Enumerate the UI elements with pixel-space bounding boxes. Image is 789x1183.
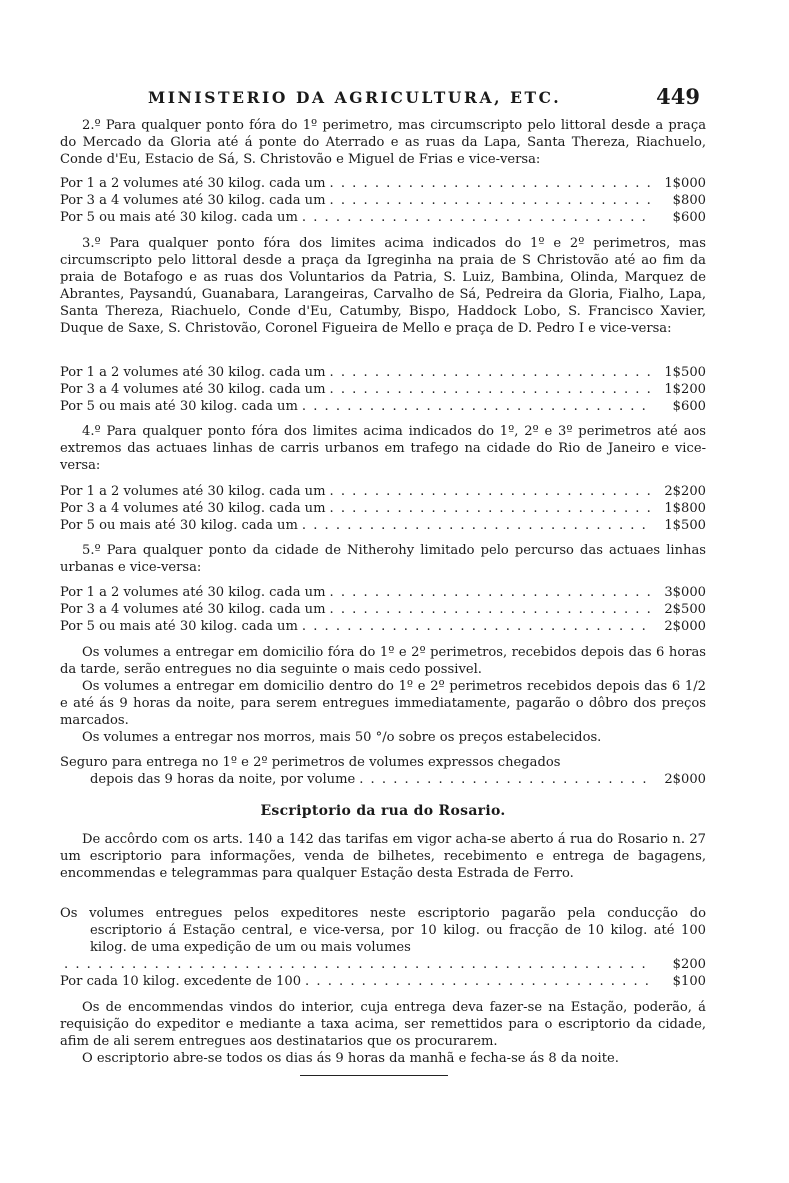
rate-price: 1$500	[664, 365, 706, 380]
section-3-rates	[60, 365, 706, 416]
rate-price: 3$000	[664, 585, 706, 600]
office-paragraph: O escriptorio abre-se todos os dias ás 9 horas da manhã e fecha-se ás 8 da noite.	[82, 1050, 619, 1066]
section-5	[60, 543, 706, 577]
rate-label: Por 3 a 4 volumes até 30 kilog. cada um	[60, 381, 326, 397]
rate-price: $600	[672, 209, 706, 225]
rate-row	[60, 382, 706, 399]
end-rule	[300, 1075, 448, 1076]
section-4-intro: 4.º Para qualquer ponto fóra dos limites acima indicados do 1º, 2º e 3º perimetros até aos extremos das actuaes linhas de carris urbanos em trafego na cidade do Rio de Janeiro e vice-versa:	[60, 424, 706, 473]
office-fee-price-row	[60, 957, 706, 974]
rate-row	[60, 176, 706, 193]
running-title: MINISTERIO DA AGRICULTURA, ETC.	[148, 88, 562, 107]
rate-label: Por 5 ou mais até 30 kilog. cada um	[60, 517, 298, 533]
section-2-intro: 2.º Para qualquer ponto fóra do 1º perimetro, mas circumscripto pelo littoral desde a praça do Mercado da Gloria até á ponte do Aterrado e as ruas da Lapa, Santa Thereza, Riachuelo, Conde d'Eu, Estacio de Sá, S. Christovão e Miguel de Frias e vice-versa:	[60, 118, 706, 167]
section-3	[60, 236, 706, 337]
rate-label: Por 3 a 4 volumes até 30 kilog. cada um	[60, 192, 326, 208]
rate-price: 2$500	[664, 601, 706, 617]
rate-price: 1$200	[664, 381, 706, 397]
section-2-rates	[60, 176, 706, 227]
note-paragraph: Os volumes a entregar nos morros, mais 50 °/o sobre os preços estabelecidos.	[82, 729, 602, 745]
rate-row	[60, 518, 706, 535]
rate-price: 1$500	[664, 517, 706, 533]
rate-label: Por 5 ou mais até 30 kilog. cada um	[60, 618, 298, 634]
rate-label: Por 1 a 2 volumes até 30 kilog. cada um	[60, 585, 326, 600]
office-excess-row: Por cada 10 kilog. excedente de 100 . . . $100	[60, 974, 706, 991]
rate-price: 2$200	[664, 484, 706, 499]
rate-price: 1$000	[664, 176, 706, 191]
rate-label: Por 1 a 2 volumes até 30 kilog. cada um	[60, 484, 326, 499]
office-fee-price: $200	[672, 956, 706, 972]
office-excess-price: $100	[672, 973, 706, 989]
office-block-2	[60, 1000, 706, 1068]
rate-row	[60, 619, 706, 636]
section-2	[60, 118, 706, 169]
office-fees	[60, 906, 706, 991]
section-3-intro: 3.º Para qualquer ponto fóra dos limites acima indicados do 1º e 2º perimetros, mas circumscripto pelo littoral desde a praça da Igreginha na praia de S Christovão até ao fim da praia de Botafogo e as ruas dos Voluntarios da Patria, S. Luiz, Bambina, Olinda, Marquez de Abrantes, Paysandú, Guanabara, Larangeiras, Carvalho de Sá, Pedreira da Gloria, Fialho, Lapa, Santa Thereza, Riachuelo, Conde d'Eu, Catumby, Bispo, Haddock Lobo, S. Francisco Xavier, Duque de Saxe, S. Christovão, Coronel Figueira de Mello e praça de D. Pedro I e vice-versa:	[60, 236, 706, 336]
insurance-line-1: Seguro para entrega no 1º e 2º perimetros de volumes expressos chegados	[60, 755, 561, 770]
rate-row	[60, 484, 706, 501]
rate-label: Por 5 ou mais até 30 kilog. cada um	[60, 398, 298, 414]
rate-row	[60, 193, 706, 210]
notes-block	[60, 645, 706, 746]
rate-row	[60, 210, 706, 227]
rate-price: 1$800	[664, 500, 706, 516]
office-heading: Escriptorio da rua do Rosario.	[260, 803, 506, 819]
rate-row	[60, 365, 706, 382]
office-fee-text: Os volumes entregues pelos expeditores neste escriptorio pagarão pela conducção do escriptorio á Estação central, e vice-versa, por 10 kilog. ou fracção de 10 kilog. até 100 kilog. de uma expedição de um ou mais volumes	[60, 906, 706, 955]
section-4-rates	[60, 484, 706, 535]
rate-label: Por 1 a 2 volumes até 30 kilog. cada um	[60, 365, 326, 380]
office-paragraph: De accôrdo com os arts. 140 a 142 das tarifas em vigor acha-se aberto á rua do Rosario n. 27 um escriptorio para informações, venda de bilhetes, recebimento e entrega de bagagens, encommendas e telegrammas para qualquer Estação desta Estrada de Ferro.	[60, 832, 706, 881]
rate-row	[60, 602, 706, 619]
rate-label: Por 5 ou mais até 30 kilog. cada um	[60, 209, 298, 225]
page-number: 449	[656, 84, 700, 109]
section-4	[60, 424, 706, 475]
insurance-line-2: depois das 9 horas da noite, por volume . . . 2$000	[60, 772, 706, 789]
section-5-rates	[60, 585, 706, 636]
insurance-price: 2$000	[664, 771, 706, 787]
rate-label: Por 3 a 4 volumes até 30 kilog. cada um	[60, 601, 326, 617]
rate-label: Por 1 a 2 volumes até 30 kilog. cada um	[60, 176, 326, 191]
rate-price: $600	[672, 398, 706, 414]
rate-price: $800	[672, 192, 706, 208]
insurance-note	[60, 755, 706, 789]
rate-label: Por 3 a 4 volumes até 30 kilog. cada um	[60, 500, 326, 516]
rate-row	[60, 399, 706, 416]
running-header	[60, 84, 700, 114]
note-paragraph: Os volumes a entregar em domicilio dentro do 1º e 2º perimetros recebidos depois das 6 1/2 e até ás 9 horas da noite, para serem entregues immediatamente, pagarão o dôbro dos preços marcados.	[60, 678, 706, 728]
office-paragraph: Os de encommendas vindos do interior, cuja entrega deva fazer-se na Estação, poderão, á requisição do expeditor e mediante a taxa acima, ser remettidos para o escriptorio da cidade, afim de ali serem entregues aos destinatarios que os procurarem.	[60, 1000, 706, 1049]
section-5-intro: 5.º Para qualquer ponto da cidade de Nitherohy limitado pelo percurso das actuaes linhas urbanas e vice-versa:	[60, 543, 706, 575]
office-block	[60, 832, 706, 883]
rate-price: 2$000	[664, 618, 706, 634]
note-paragraph: Os volumes a entregar em domicilio fóra do 1º e 2º perimetros, recebidos depois das 6 horas da tarde, serão entregues no dia seguinte o mais cedo possivel.	[60, 645, 706, 677]
rate-row	[60, 501, 706, 518]
rate-row	[60, 585, 706, 602]
